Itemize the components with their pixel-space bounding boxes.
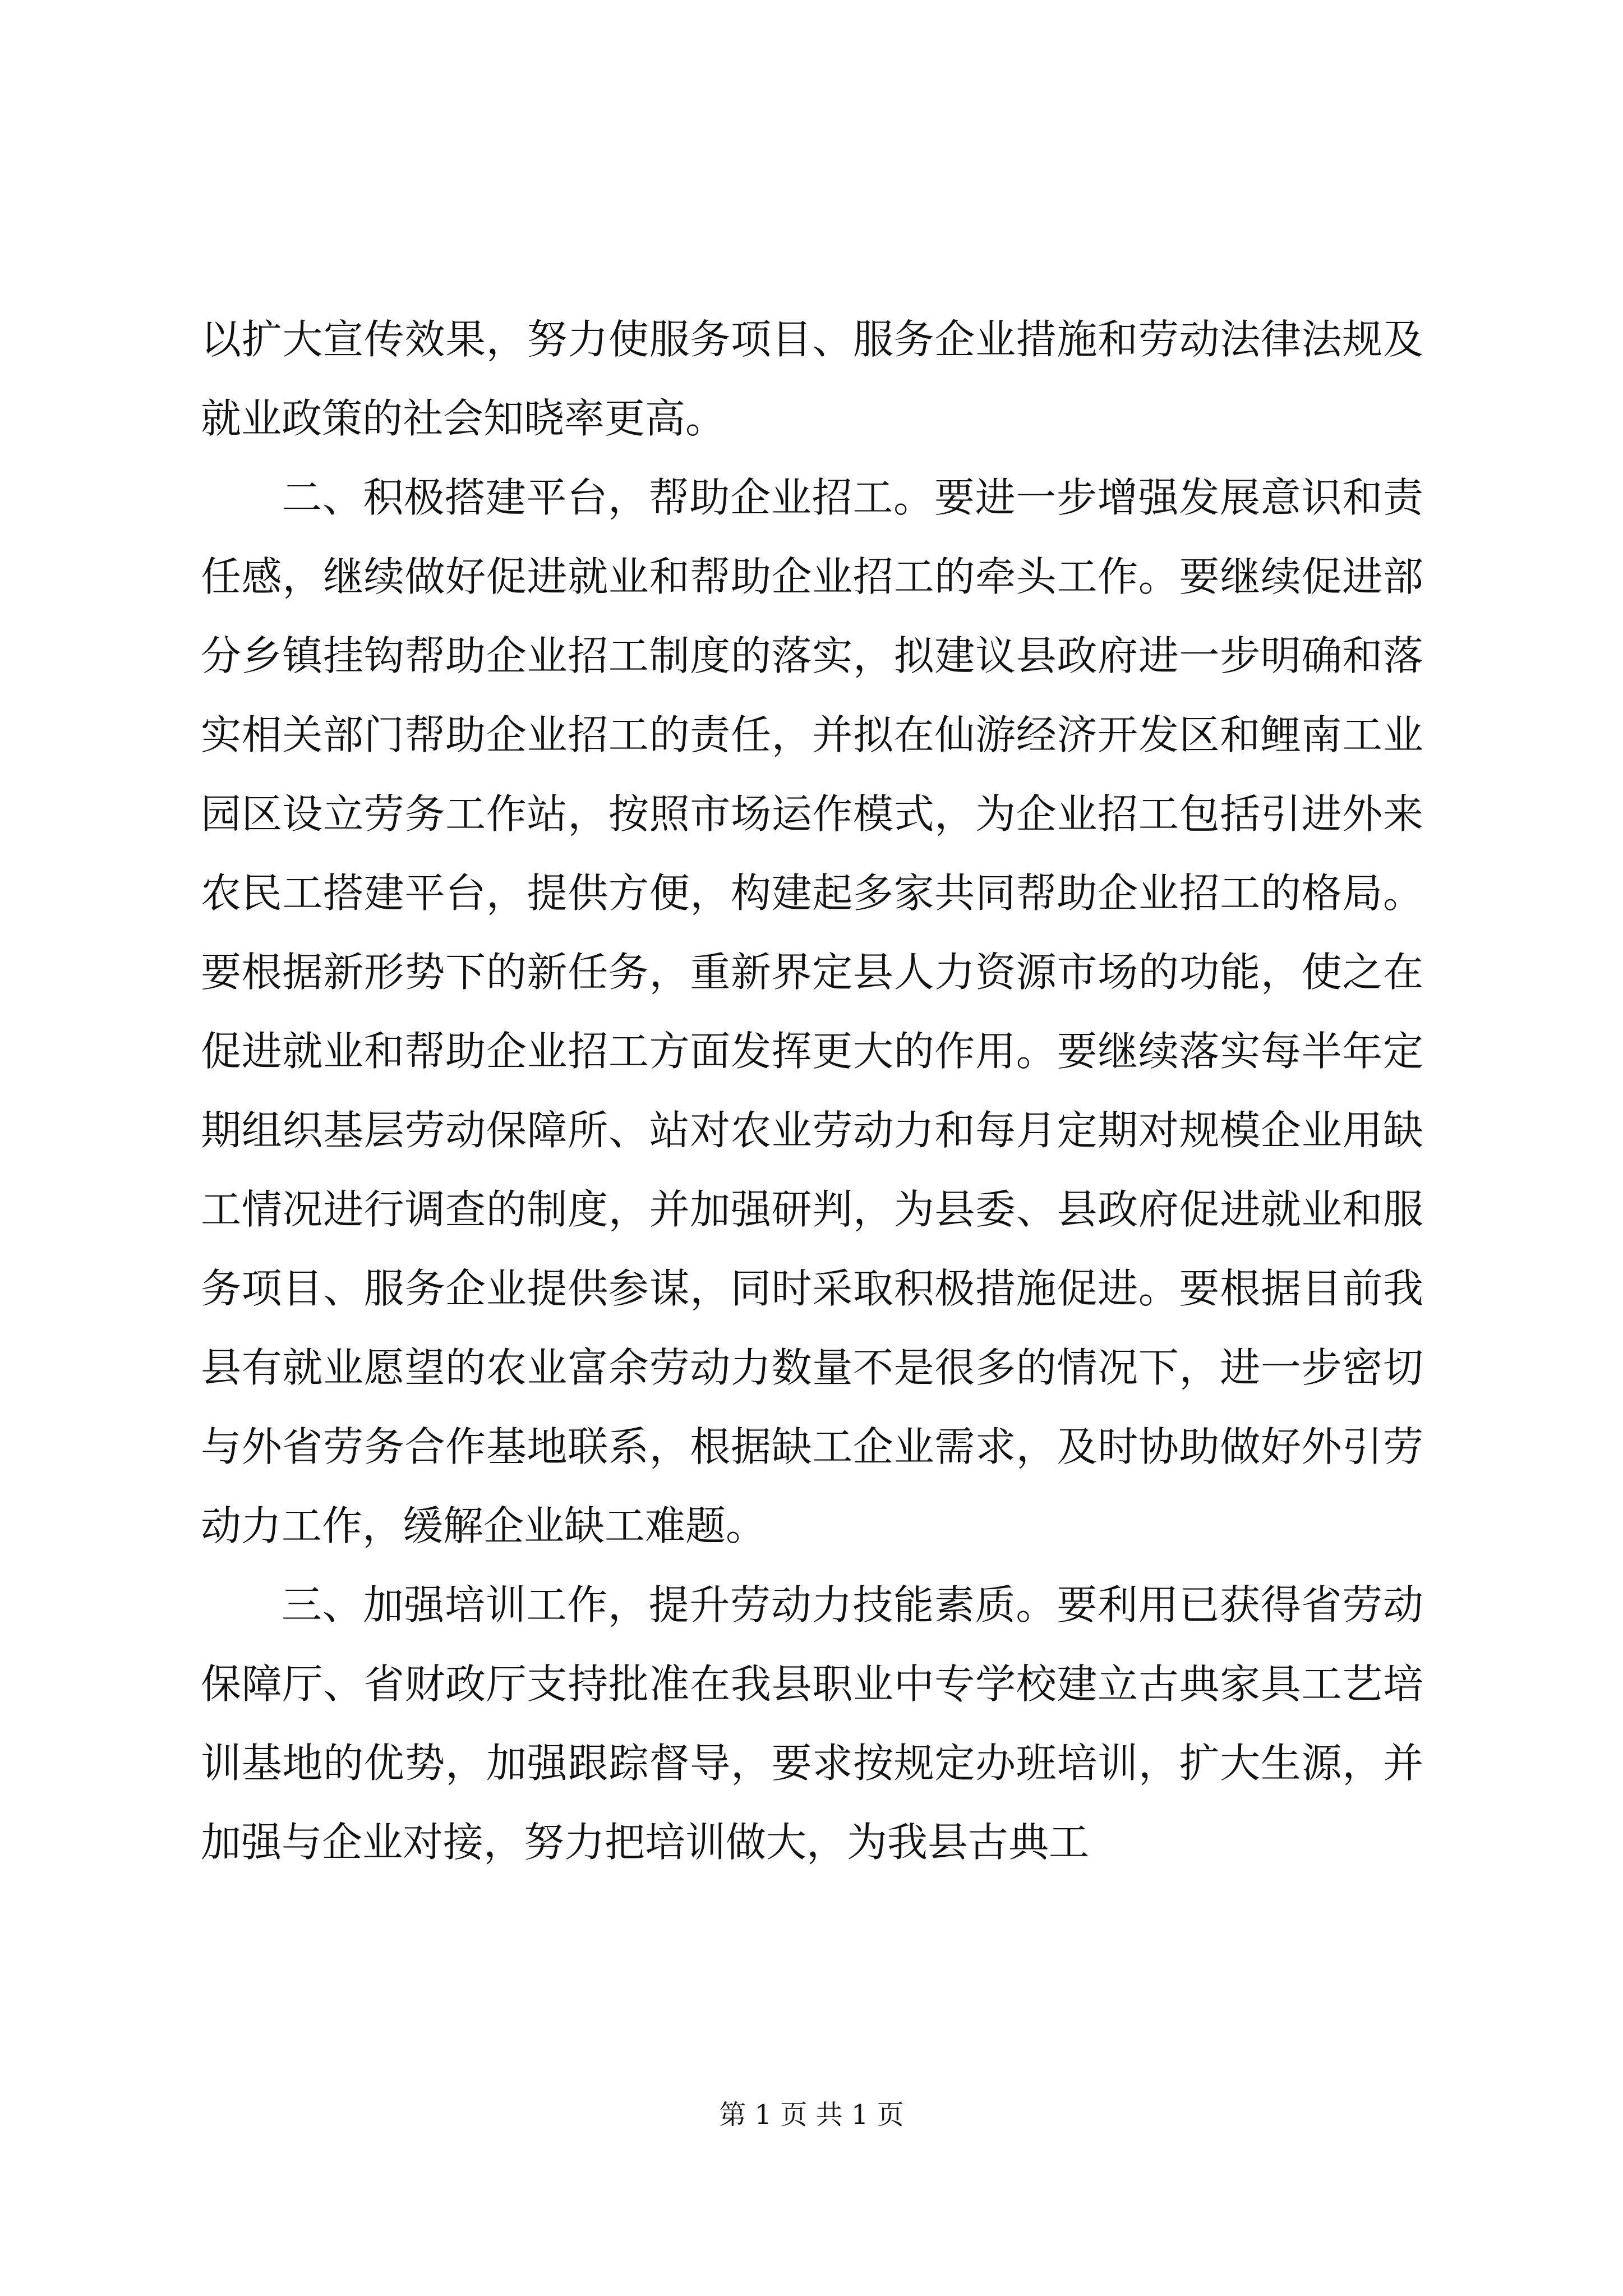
paragraph-continuation: 以扩大宣传效果，努力使服务项目、服务企业措施和劳动法律法规及就业政策的社会知晓率更高。 bbox=[201, 316, 1423, 442]
document-body bbox=[201, 300, 1423, 1882]
paragraph-section-three: 三、加强培训工作，提升劳动力技能素质。要利用已获得省劳动保障厅、省财政厅支持批准在我县职业中专学校建立古典家具工艺培训基地的优势，加强跟踪督导，要求按规定办班培训，扩大生源，并加强与企业对接，努力把培训做大，为我县古典工 bbox=[201, 1581, 1423, 1866]
paragraph-section-two: 二、积极搭建平台，帮助企业招工。要进一步增强发展意识和责任感，继续做好促进就业和帮助企业招工的牵头工作。要继续促进部分乡镇挂钩帮助企业招工制度的落实，拟建议县政府进一步明确和落实相关部门帮助企业招工的责任，并拟在仙游经济开发区和鲤南工业园区设立劳务工作站，按照市场运作模式，为企业招工包括引进外来农民工搭建平台，提供方便，构建起多家共同帮助企业招工的格局。要根据新形势下的新任务，重新界定县人力资源市场的功能，使之在促进就业和帮助企业招工方面发挥更大的作用。要继续落实每半年定期组织基层劳动保障所、站对农业劳动力和每月定期对规模企业用缺工情况进行调查的制度，并加强研判，为县委、县政府促进就业和服务项目、服务企业提供参谋，同时采取积极措施促进。要根据目前我县有就业愿望的农业富余劳动力数量不是很多的情况下，进一步密切与外省劳务合作基地联系，根据缺工企业需求，及时协助做好外引劳动力工作，缓解企业缺工难题。 bbox=[201, 474, 1423, 1549]
page-footer: 第 1 页 共 1 页 bbox=[719, 2099, 904, 2131]
